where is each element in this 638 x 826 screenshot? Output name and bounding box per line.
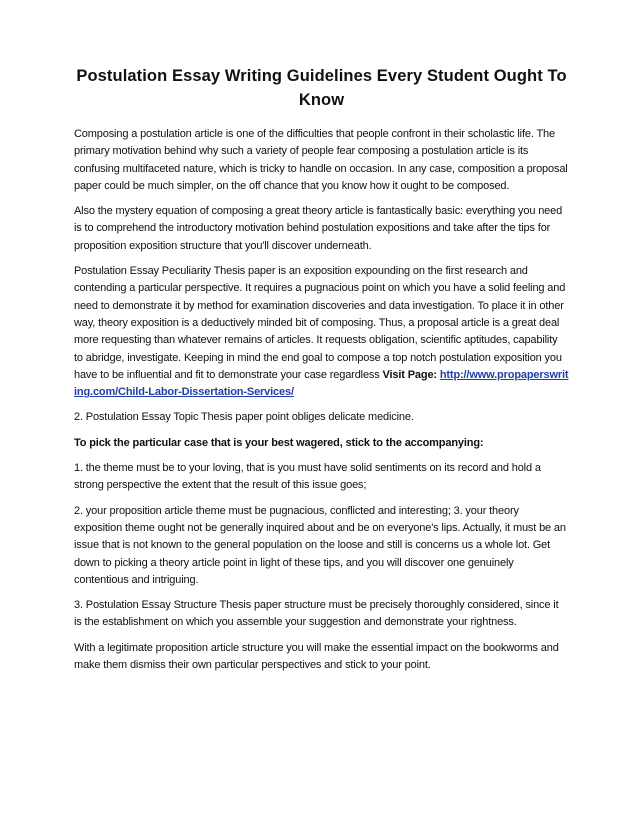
paragraph-structure: 3. Postulation Essay Structure Thesis paper structure must be precisely thoroughly considered, since it is the establishment on which you assemble your suggestion and demonstrate your rightness. (74, 599, 559, 629)
paragraph-peculiarity-text: Postulation Essay Peculiarity Thesis paper is an exposition expounding on the first research and contending a particular perspective. It requires a pugnacious point on which you have a solid feeling and need to demonstrate it by method for examination discoveries and data investigation. To place it in other way, theory exposition is a deductively minded bit of composing. Thus, a proposal article is a great deal more requesting than whatever remains of articles. It requests obligation, scientific aptitudes, capability to abridge, investigate. Keeping in mind the end goal to compose a top notch postulation exposition you have to be influential and fit to demonstrate your case regardless (74, 265, 566, 381)
paragraph-peculiarity (74, 263, 569, 401)
paragraph-intro: Composing a postulation article is one of the difficulties that people confront in their scholastic life. The primary motivation behind why such a variety of people fear composing a postulation article is its confusing multifaceted nature, which is tricky to handle on occasion. In any case, composition a proposal paper could be much simpler, on the off chance that you know how it ought to be composed. (74, 128, 568, 192)
paragraph-conclusion: With a legitimate proposition article structure you will make the essential impact on the bookworms and make them dismiss their own particular perspectives and stick to your point. (74, 641, 559, 672)
visit-page-link[interactable]: http://www.propaperswriting.com/Child-Labor-Dissertation-Services/ (74, 368, 569, 399)
visit-page-label: Visit Page: (382, 368, 437, 381)
paragraph-tip-2-3: 2. your proposition article theme must be pugnacious, conflicted and interesting; 3. your theory exposition theme ought not be generally inquired about and be on everyone's lips. Actually, it must be an issue that is not known to the general population on the loose and still is concerns us a whole lot. Get down to picking a theory article point in light of these tips, and you will discover one genuinely contentious and intriguing. (74, 504, 566, 586)
paragraph-topic: 2. Postulation Essay Topic Thesis paper point obliges delicate medicine. (74, 411, 414, 424)
paragraph-mystery-equation: Also the mystery equation of composing a great theory article is fantastically basic: everything you need is to comprehend the introductory motivation behind postulation expositions and take after the tips for proposition exposition structure that you'll discover underneath. (74, 205, 563, 252)
page-title: Postulation Essay Writing Guidelines Every Student Ought To Know (76, 67, 567, 109)
paragraph-tip-1: 1. the theme must be to your loving, that is you must have solid sentiments on its record and hold a strong perspective the extent that the result of this issue goes; (74, 462, 541, 492)
paragraph-pick-heading: To pick the particular case that is your best wagered, stick to the accompanying: (74, 436, 484, 449)
